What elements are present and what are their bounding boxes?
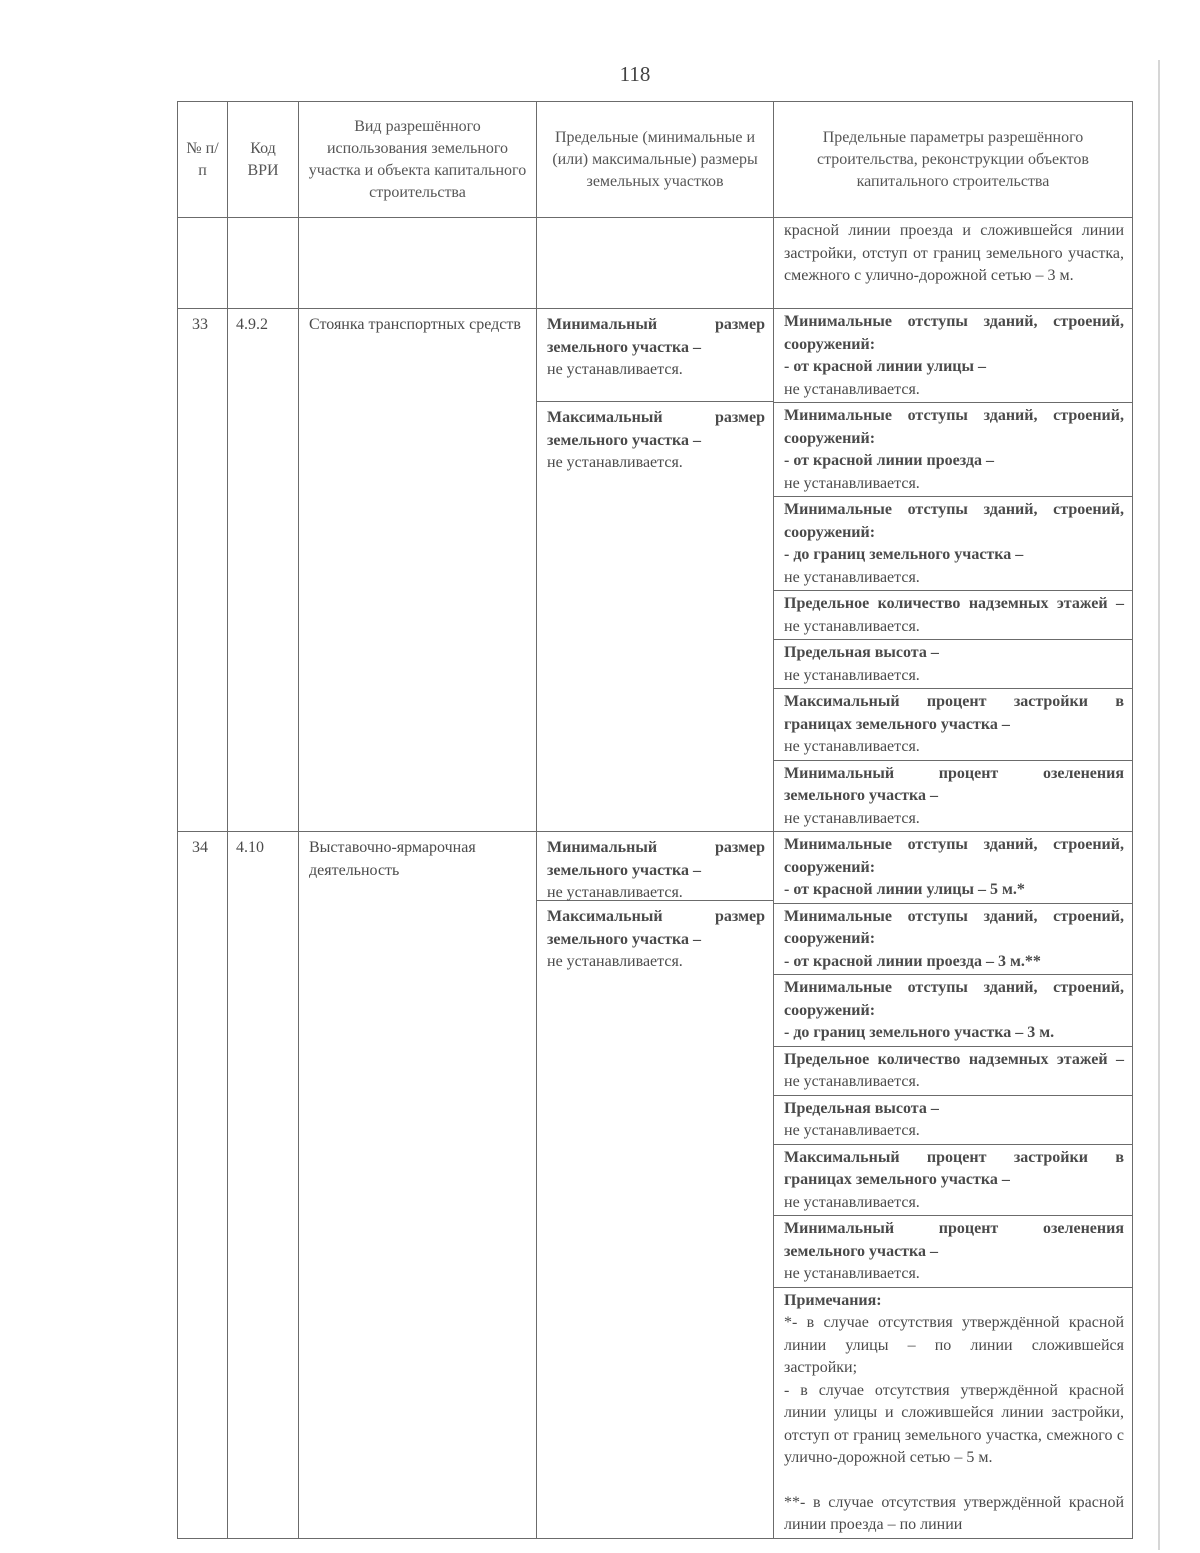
- notes-block: [774, 1288, 1132, 1538]
- param-setback-plot: Минимальные отступы зданий, строений, сооружений: - до границ земельного участка – не устанавливается.: [774, 497, 1132, 591]
- continued-params-text: красной линии проезда и сложившейся линии застройки, отступ от границ земельного участка, смежного с улично-дорожной сетью – 3 м.: [784, 222, 1124, 284]
- regulations-table: [177, 101, 1133, 1539]
- min-size-title: Минимальный размер земельного участка –: [547, 839, 765, 879]
- param-max-coverage: Максимальный процент застройки в границах земельного участка – не устанавливается.: [774, 689, 1132, 761]
- min-size-block: [537, 832, 773, 901]
- param-floors: Предельное количество надземных этажей – не устанавливается.: [774, 591, 1132, 640]
- param-min-greenery: Минимальный процент озеленения земельного участка – не устанавливается.: [774, 1216, 1132, 1288]
- param-setback-passage: Минимальные отступы зданий, строений, сооружений: - от красной линии проезда – 3 м.**: [774, 904, 1132, 976]
- table-row-33: [178, 309, 1133, 832]
- table-row-continued: [178, 218, 1133, 309]
- header-num: № п/п: [178, 102, 228, 218]
- min-size-title: Минимальный размер земельного участка –: [547, 316, 765, 356]
- page-number: 118: [619, 62, 651, 86]
- row-num: 33: [192, 316, 208, 333]
- max-size-value: не устанавливается.: [547, 953, 683, 970]
- table-header-row: [178, 102, 1133, 218]
- note-3: **- в случае отсутствия утверждённой красной линии проезда – по линии: [784, 1493, 1124, 1533]
- param-setback-street: Минимальные отступы зданий, строений, сооружений: - от красной линии улицы – 5 м.*: [774, 832, 1132, 904]
- scan-edge-mark: [1158, 60, 1160, 1550]
- header-plot-size: Предельные (минимальные и (или) максимальные) размеры земельных участков: [537, 102, 774, 218]
- notes-title: Примечания:: [784, 1291, 882, 1309]
- header-params: Предельные параметры разрешённого строительства, реконструкции объектов капитального строительства: [774, 102, 1133, 218]
- max-size-title: Максимальный размер земельного участка –: [547, 908, 765, 948]
- param-height: Предельная высота – не устанавливается.: [774, 640, 1132, 689]
- param-min-greenery: Минимальный процент озеленения земельного участка – не устанавливается.: [784, 764, 1124, 827]
- row-num: 34: [192, 839, 208, 856]
- note-2: - в случае отсутствия утверждённой красной линии улицы и сложившейся линии застройки, отступ от границ земельного участка, смежного с улично-дорожной сетью – 5 м.: [784, 1381, 1124, 1466]
- max-size-block: [537, 901, 773, 974]
- row-code: 4.9.2: [236, 316, 268, 333]
- param-height: Предельная высота – не устанавливается.: [774, 1096, 1132, 1145]
- table-row-34: [178, 832, 1133, 1539]
- header-use-type: Вид разрешённого использования земельного участка и объекта капитального строительства: [299, 102, 537, 218]
- max-size-block: [537, 402, 773, 475]
- max-size-title: Максимальный размер земельного участка –: [547, 409, 765, 449]
- param-max-coverage: Максимальный процент застройки в границах земельного участка – не устанавливается.: [774, 1145, 1132, 1217]
- row-use-name: Выставочно-ярмарочная деятельность: [309, 839, 476, 879]
- max-size-value: не устанавливается.: [547, 454, 683, 471]
- row-use-name: Стоянка транспортных средств: [309, 316, 521, 333]
- param-floors: Предельное количество надземных этажей – не устанавливается.: [774, 1047, 1132, 1096]
- note-1: *- в случае отсутствия утверждённой красной линии улицы – по линии сложившейся застройки;: [784, 1314, 1124, 1376]
- param-setback-street: Минимальные отступы зданий, строений, сооружений: - от красной линии улицы – не устанавливается.: [774, 309, 1132, 403]
- min-size-value: не устанавливается.: [547, 361, 683, 378]
- param-setback-passage: Минимальные отступы зданий, строений, сооружений: - от красной линии проезда – не устанавливается.: [774, 403, 1132, 497]
- min-size-block: [537, 309, 773, 402]
- header-code: Код ВРИ: [228, 102, 299, 218]
- min-size-value: не устанавливается.: [547, 884, 683, 901]
- row-code: 4.10: [236, 839, 264, 856]
- param-setback-plot: Минимальные отступы зданий, строений, сооружений: - до границ земельного участка – 3 м.: [774, 975, 1132, 1047]
